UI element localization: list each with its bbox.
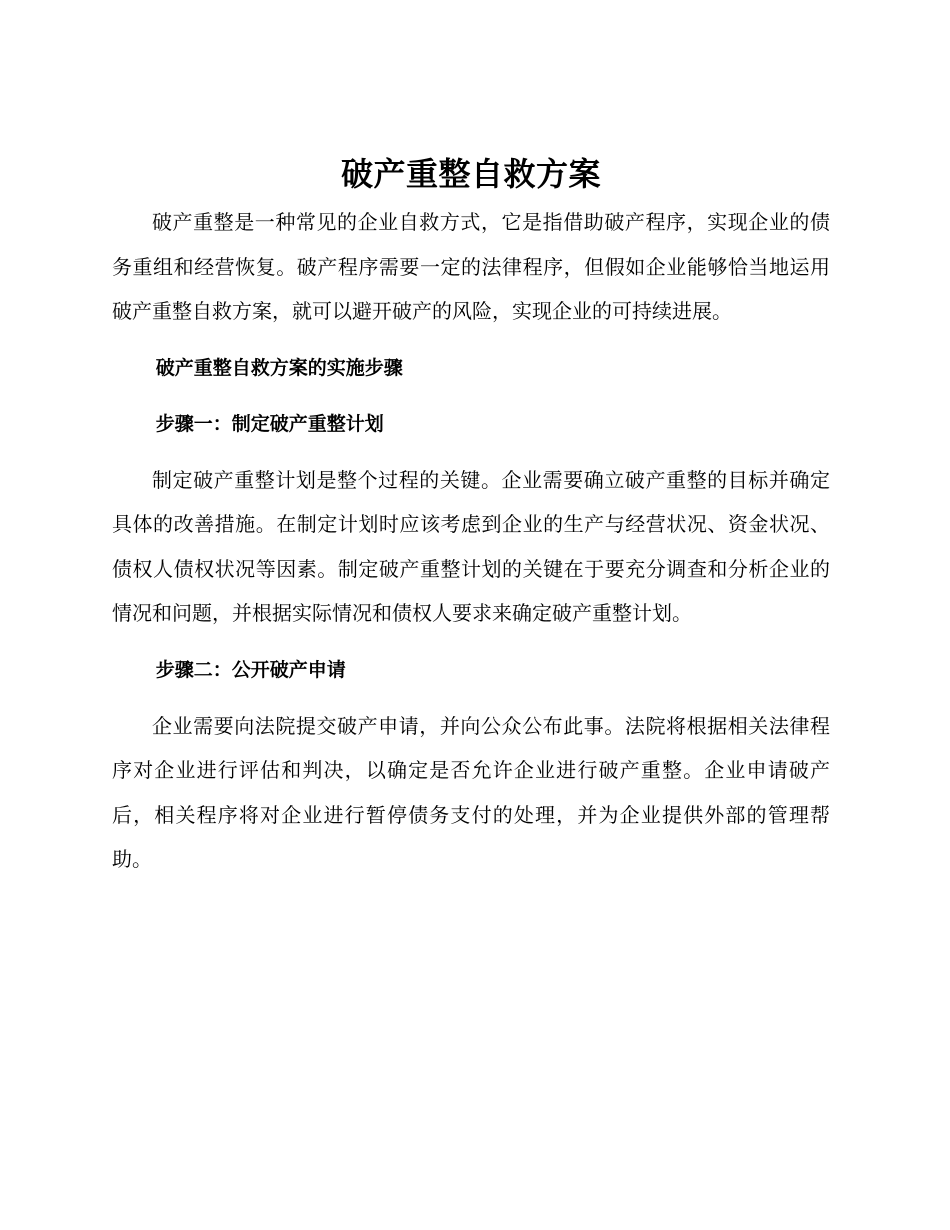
document-page — [112, 150, 830, 882]
section-heading: 破产重整自救方案的实施步骤 — [155, 356, 403, 379]
step-one-paragraph: 制定破产重整计划是整个过程的关键。企业需要确立破产重整的目标并确定具体的改善措施。在制定计划时应该考虑到企业的生产与经营状况、资金状况、债权人债权状况等因素。制定破产重整计划的关键在于要充分调查和分析企业的情况和问题，并根据实际情况和债权人要求来确定破产重整计划。 — [112, 467, 830, 625]
step-two-paragraph: 企业需要向法院提交破产申请，并向公众公布此事。法院将根据相关法律程序对企业进行评估和判决，以确定是否允许企业进行破产重整。企业申请破产后，相关程序将对企业进行暂停债务支付的处理，并为企业提供外部的管理帮助。 — [112, 713, 830, 871]
document-title: 破产重整自救方案 — [340, 155, 601, 193]
step-one-heading: 步骤一：制定破产重整计划 — [155, 412, 384, 435]
step-two-heading: 步骤二：公开破产申请 — [155, 658, 346, 681]
intro-paragraph: 破产重整是一种常见的企业自救方式，它是指借助破产程序，实现企业的债务重组和经营恢复。破产程序需要一定的法律程序，但假如企业能够恰当地运用破产重整自救方案，就可以避开破产的风险，实现企业的可持续进展。 — [112, 210, 830, 323]
